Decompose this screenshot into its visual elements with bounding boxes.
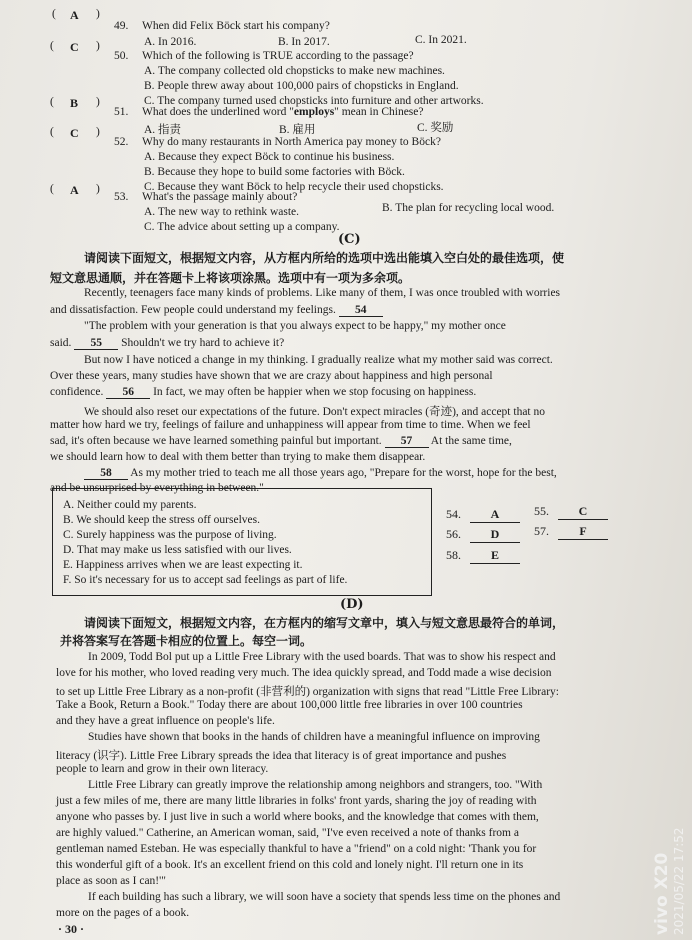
worksheet-page: ( A ) 49. When did Felix Böck start his company? A. In 2016. B. In 2017. C. In 2021. ( C ) 50. Which of the following is TRUE according to the passage? A. The company collected old chopsticks to make new machines. B. People threw away about 100,000 pairs of chopsticks in England. C. The company turned used chopsticks into furniture and other artworks. ( B ) 51. What does the underlined word "employs" mean in Chinese? A. 指责 B. 雇用 C. 奖励 ( C ) 52. Why do many restaurants in North America pay money to Böck? A. Because they expect Böck to continue his business. B. Because they hope to build some factories with Böck. C. Because they want Böck to help recycle their used chopsticks. ( A ) 53. What's the passage mainly about? A. The new way to rethink waste. B. The plan for recycling local wood. C. The advice about setting up a company. (C) 请阅读下面短文，根据短文内容，从方框内所给的选项中选出能填入空白处的最佳选项，使 短文意思通顺，并在答题卡上将该项涂黑。选项中有一项为多余项。 Recently, teenagers face many kinds of problems. Like many of them, I was once troubled with worries and dissatisfaction. Few people could understand my feelings. 54 "The problem with your generation is that you always expect to be happy," my mother once said. 55 Shouldn't we try hard to achieve it? But now I have noticed a change in my thinking. I gradually realize what my mother said was correct. Over these years, many studies have shown that we are crazy about happiness and high personal confidence. 56 In fact, we may often be happier when we stop focusing on happiness. We should also reset our expectations of the future. Don't expect miracles (奇迹), and accept that no matter how hard we try, feelings of failure and unhappiness will appear from time to time. When we feel sad, it's often because we have learned something painful but important. 57 At the same time, we should learn how to deal with them better than trying to make them disappear. 58 As my mother tried to teach me all those years ago, "Prepare for the worst, hope for the best, and be unsurprised by everything in between." A. Neither could my parents. B. We should keep the stress off ourselves. C. Surely happiness was the purpose of living. D. That may make us less satisfied with our lives. E. Happiness arrives when we are least expecting it. F. So it's necessary for us to accept sad feelings as part of life. 54. A 55. C 56. D 57. F 58. E (D) 请阅读下面短文，根据短文内容，在方框内的缩写文章中，填入与短文意思最符合的单词， 并将答案写在答题卡相应的位置上。每空一词。 In 2009, Todd Bol put up a Little Free Library with the used boards. That was to show his respect and love for his mother, who loved reading very much. The idea quickly spread, and Todd made a wise decision to set up Little Free Library as a non-profit (非营利的) organization with signs that read "Little Free Library: Take a Book, Return a Book." Today there are about 100,000 little free libraries in over 100 countries and they have a great influence on people's life. Studies have shown that books in the hands of children have a meaningful influence on improving literacy (识字). Little Free Library spreads the idea that literacy is of great importance and pushes people to learn and grow in their own literacy. Little Free Library can greatly improve the relationship among neighbors and strangers, too. "With just a few miles of me, there are many little libraries in folks' front yards, sharing the joy of reading with anyone who passes by. I just live in such a world where books, and the knowledge that comes with them, are highly valued." Catherine, an American woman, said, "I've even received a note of thanks from a gentleman named Esteban. He was especially thankful to have a "friend" on a cold night: 'Thank you for this wonderful gift of a book. It's an excellent friend on this cold and lonely night. I'll return one in its place as soon as I can!'" If each building has such a library, we will soon have a society that spends less time on the phones and more on the pages of a book. · 30 · vivo X20 2021/05/22 17:52: [0, 0, 692, 940]
option-a: A. Neither could my parents.: [63, 499, 197, 511]
section-heading-c: (C): [338, 232, 361, 247]
passage-c-line: and dissatisfaction. Few people could understand my feelings. 54: [50, 304, 383, 317]
passage-c-line: Recently, teenagers face many kinds of problems. Like many of them, I was once troubled with worries: [84, 287, 561, 299]
answer-49: A: [70, 8, 79, 22]
section-heading-d: (D): [340, 597, 364, 612]
passage-d-line: more on the pages of a book.: [56, 907, 190, 919]
passage-d-line: In 2009, Todd Bol put up a Little Free Library with the used boards. That was to show his respect and: [88, 651, 556, 663]
passage-d-line: Little Free Library can greatly improve the relationship among neighbors and strangers, too. "With: [88, 779, 543, 791]
passage-c-line: said. 55 Shouldn't we try hard to achieve it?: [50, 337, 285, 349]
passage-d-line: and they have a great influence on people's life.: [56, 715, 275, 727]
answer-52: C: [70, 126, 79, 140]
camera-watermark-brand: vivo X20: [652, 852, 672, 935]
blank-58: 58: [84, 467, 128, 480]
passage-d-line: If each building has such a library, we will soon have a society that spends less time on the phones and: [88, 891, 561, 903]
section-c-instructions-2: 短文意思通顺，并在答题卡上将该项涂黑。选项中有一项为多余项。: [50, 271, 411, 285]
passage-c-line: Over these years, many studies have shown that we are crazy about happiness and high personal: [50, 370, 493, 382]
passage-c-line: But now I have noticed a change in my thinking. I gradually realize what my mother said was correct.: [84, 354, 553, 366]
option-f: F. So it's necessary for us to accept sad feelings as part of life.: [63, 574, 348, 586]
option-c: C. Surely happiness was the purpose of living.: [63, 529, 277, 541]
blank-55: 55: [74, 337, 118, 350]
passage-d-line: Studies have shown that books in the hands of children have a meaningful influence on improving: [88, 731, 540, 743]
answer-53: A: [70, 183, 79, 197]
section-c-instructions-1: 请阅读下面短文，根据短文内容，从方框内所给的选项中选出能填入空白处的最佳选项，使: [84, 251, 565, 265]
passage-d-line: people to learn and grow in their own literacy.: [56, 763, 269, 775]
passage-d-line: Take a Book, Return a Book." Today there are about 100,000 little free libraries in over 100 countries: [56, 699, 523, 711]
passage-c-line: We should also reset our expectations of the future. Don't expect miracles (奇迹), and accept that no: [84, 406, 545, 418]
page-number: · 30 ·: [58, 922, 85, 936]
section-d-instructions-2: 并将答案写在答题卡相应的位置上。每空一词。: [60, 634, 313, 648]
passage-c-line: confidence. 56 In fact, we may often be happier when we stop focusing on happiness.: [50, 386, 477, 398]
answer-56: 56. D: [446, 527, 520, 543]
passage-c-line: 58 As my mother tried to teach me all those years ago, "Prepare for the worst, hope for the best,: [84, 467, 557, 480]
answer-55: 55. C: [534, 504, 608, 520]
option-b: B. We should keep the stress off ourselves.: [63, 514, 260, 526]
passage-d-line: anyone who passes by. I just live in such a world where books, and the knowledge that comes with them,: [56, 811, 539, 823]
camera-watermark-datetime: 2021/05/22 17:52: [672, 827, 686, 935]
passage-c-line: sad, it's often because we have learned something painful but important. 57 At the same time,: [50, 435, 512, 447]
option-e: E. Happiness arrives when we are least expecting it.: [63, 559, 303, 571]
blank-56: 56: [106, 386, 150, 399]
passage-d-line: to set up Little Free Library as a non-profit (非营利的) organization with signs that read "Little Free Library:: [56, 686, 560, 698]
passage-d-line: this wonderful gift of a book. It's an excellent friend on this cold and lonely night. I'll return one in its: [56, 859, 524, 871]
option-d: D. That may make us less satisfied with our lives.: [63, 544, 292, 556]
passage-c-line: we should learn how to deal with them better than trying to make them disappear.: [50, 451, 426, 463]
passage-d-line: gentleman named Esteban. He was especially thankful to have a "friend" on a cold night: 'Thank you for: [56, 843, 537, 855]
section-d-instructions-1: 请阅读下面短文，根据短文内容，在方框内的缩写文章中，填入与短文意思最符合的单词，: [84, 616, 565, 630]
answer-54: 54. A: [446, 507, 520, 523]
passage-d-line: are highly valued." Catherine, an American woman, said, "I've even received a note of thanks from a: [56, 827, 519, 839]
passage-c-line: "The problem with your generation is that you always expect to be happy," my mother once: [84, 320, 506, 332]
passage-d-line: place as soon as I can!'": [56, 875, 166, 887]
answer-51: B: [70, 96, 79, 110]
answer-50: C: [70, 40, 79, 54]
passage-d-line: love for his mother, who loved reading very much. The idea quickly spread, and Todd made a wise decision: [56, 667, 552, 679]
blank-57: 57: [385, 435, 429, 448]
answer-57: 57. F: [534, 524, 608, 540]
options-box: [52, 488, 432, 596]
blank-54: 54: [339, 304, 383, 317]
passage-c-line: and be unsurprised by everything in between.": [50, 482, 264, 494]
answer-58: 58. E: [446, 548, 520, 564]
passage-d-line: literacy (识字). Little Free Library spreads the idea that literacy is of great importance and pushes: [56, 750, 507, 762]
passage-c-line: matter how hard we try, feelings of failure and unhappiness will appear from time to time. When we feel: [50, 419, 531, 431]
passage-d-line: just a few miles of me, there are many little libraries in folks' front yards, sharing the joy of reading with: [56, 795, 537, 807]
